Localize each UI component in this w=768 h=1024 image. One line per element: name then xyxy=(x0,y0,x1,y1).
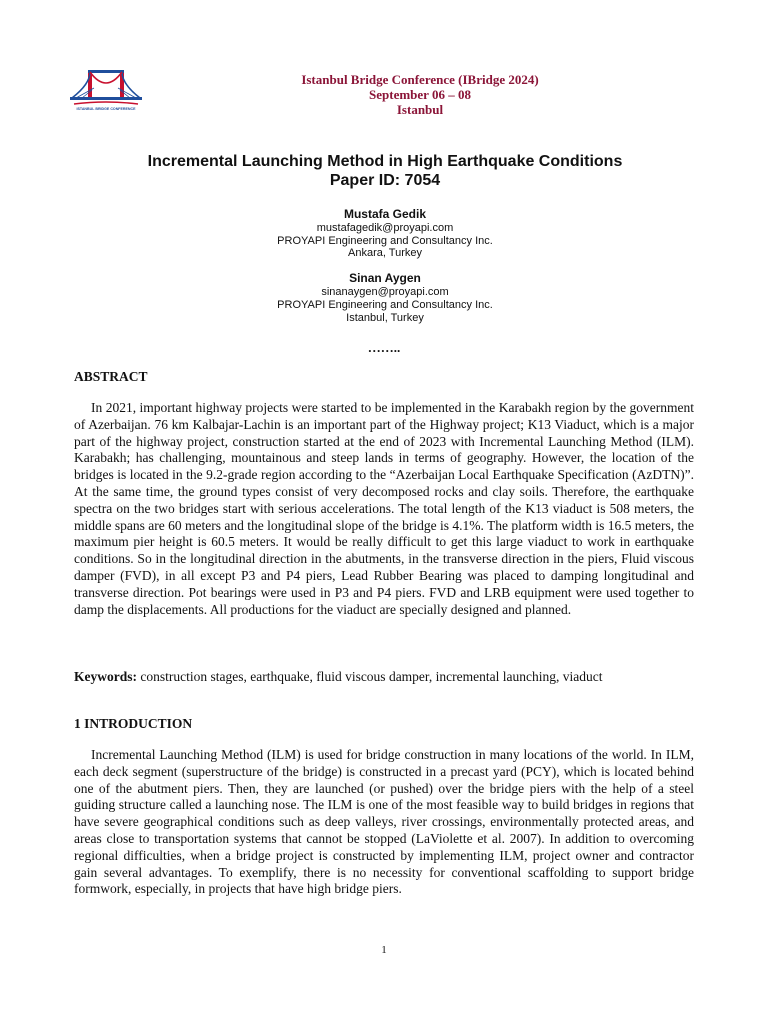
keywords-text: construction stages, earthquake, fluid viscous damper, incremental launching, viaduct xyxy=(140,669,603,684)
abstract-paragraph xyxy=(74,400,694,618)
author-name: Mustafa Gedik xyxy=(343,207,427,221)
author-email[interactable]: sinanaygen@proyapi.com xyxy=(321,286,449,298)
page-number: 1 xyxy=(381,944,387,956)
author-name: Sinan Aygen xyxy=(349,271,421,285)
paper-id: Paper ID: 7054 xyxy=(329,172,441,189)
abstract-text: In 2021, important highway projects were started to be implemented in the Karabakh region by the government of Azerbaijan. 76 km Kalbajar-Lachin is an important part of the Highway project; K13 Viaduct, which is a major part of the highway project, construction started at the end of 2023 with Incremental Launching Method (ILM). Karabakh; has challenging, mountainous and steep lands in terms of geography. However, the location of the bridges is located in the 9.2-grade region according to the “Azerbaijan Local Earthquake Specification (AzDTN)”. At the same time, the ground types consist of very decomposed rocks and clay soils. Therefore, the earthquake spectra on the two bridges start with serious accelerations. The total length of the K13 viaduct is 508 meters, the middle spans are 60 meters and the longitudinal slope of the bridge is 4.1%. The platform width is 16.5 meters, the maximum pier height is 60.5 meters. It would be really difficult to get this large viaduct to work in earthquake conditions. So in the longitudinal direction in the abutments, in the transverse direction in the piers, Fluid viscous damper (FVD), in all except P3 and P4 piers, Lead Rubber Bearing was placed to damping longitudinal and transverse direction. Pot bearings were used in P3 and P4 piers. FVD and LRB equipment were used together to damp the displacements. All productions for the viaduct are specially designed and planned. xyxy=(74,400,694,617)
section-separator: …….. xyxy=(367,340,401,355)
conference-city: Istanbul xyxy=(396,102,444,117)
introduction-paragraph xyxy=(74,747,694,898)
author-location: Istanbul, Turkey xyxy=(346,312,424,324)
introduction-heading: 1 INTRODUCTION xyxy=(74,716,193,731)
author-location: Ankara, Turkey xyxy=(348,247,422,259)
author-affiliation: PROYAPI Engineering and Consultancy Inc. xyxy=(277,235,493,247)
conference-name: Istanbul Bridge Conference (IBridge 2024) xyxy=(301,72,539,87)
author-affiliation: PROYAPI Engineering and Consultancy Inc. xyxy=(277,299,493,311)
paper-title: Incremental Launching Method in High Earthquake Conditions xyxy=(147,153,623,170)
keywords-line xyxy=(74,669,714,685)
bridge-logo-icon xyxy=(70,70,142,104)
conference-logo xyxy=(70,64,142,112)
introduction-text: Incremental Launching Method (ILM) is used for bridge construction in many locations of the world. In ILM, each deck segment (superstructure of the bridge) is constructed in a precast yard (PCY), which is located behind one of the abutment piers. Then, they are launched (or pushed) over the bridge piers with the help of a steel guiding structure called a launching nose. The ILM is one of the most feasible way to build bridges in regions that have severe geographical conditions such as deep valleys, river crossings, environmentally protected areas, and areas close to transportation systems that cannot be stopped (LaViolette et al. 2007). In addition to overcoming regional difficulties, when a bridge project is constructed by implementing ILM, project owner and contractor gain several advantages. To exemplify, there is no necessity for conventional scaffolding to support bridge formwork, especially, in projects that have high bridge piers. xyxy=(74,747,694,897)
keywords-label: Keywords: xyxy=(74,669,137,684)
abstract-heading: ABSTRACT xyxy=(74,369,148,384)
author-email[interactable]: mustafagedik@proyapi.com xyxy=(316,222,454,234)
logo-caption: ISTANBUL BRIDGE CONFERENCE xyxy=(76,107,136,111)
conference-dates: September 06 – 08 xyxy=(369,87,471,102)
